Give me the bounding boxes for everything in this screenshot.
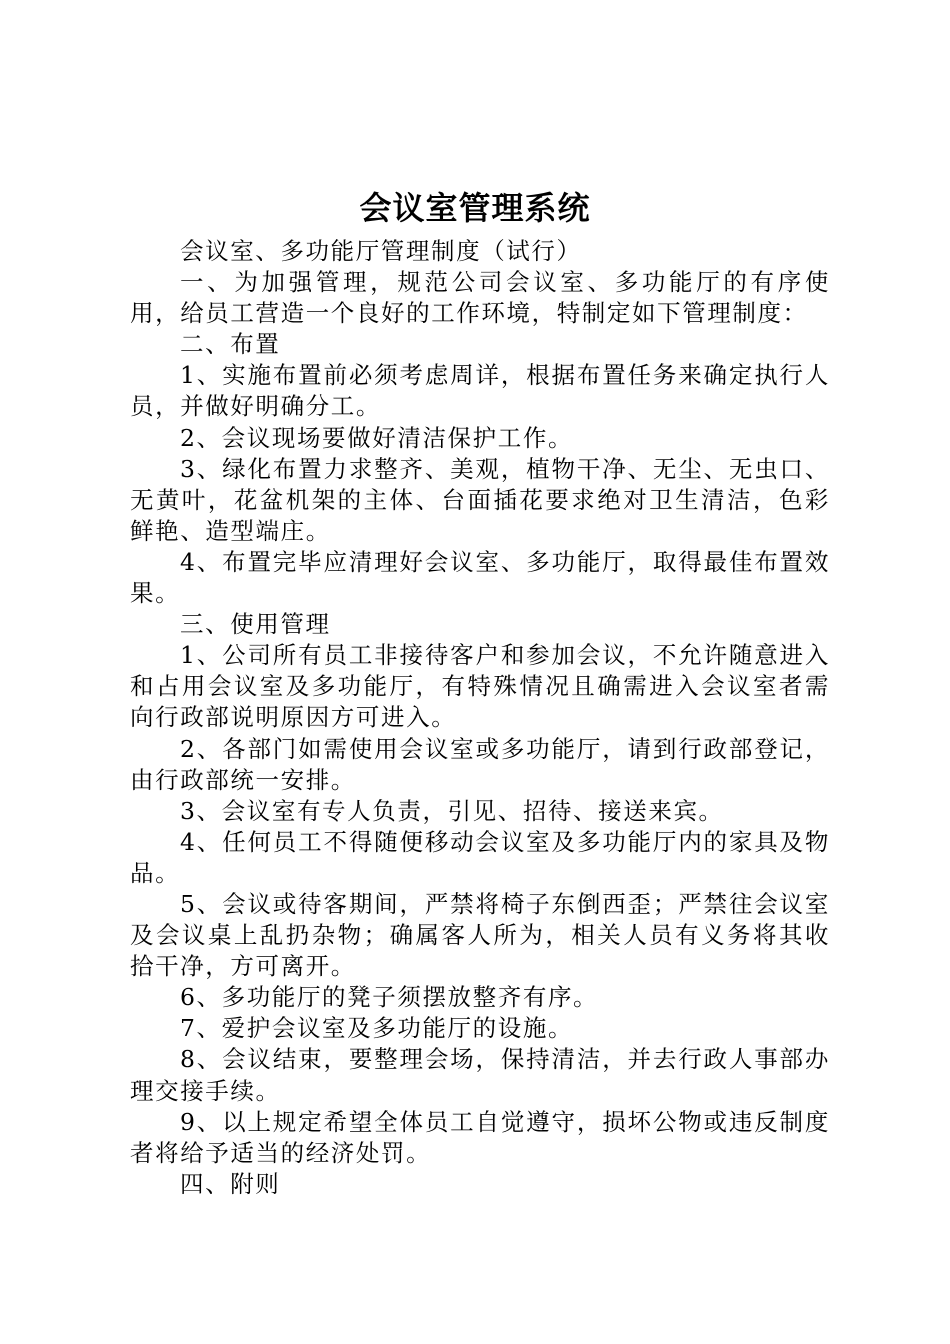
paragraph-usage-item-4: 4、任何员工不得随便移动会议室及多功能厅内的家具及物品。 <box>130 827 830 887</box>
paragraph-section-3-heading: 三、使用管理 <box>180 610 331 639</box>
paragraph-layout-item-3: 3、绿化布置力求整齐、美观，植物干净、无尘、无虫口、无黄叶，花盆机架的主体、台面插花要求绝对卫生清洁，色彩鲜艳、造型端庄。 <box>130 454 830 545</box>
paragraph-layout-item-2: 2、会议现场要做好清洁保护工作。 <box>180 423 574 452</box>
paragraph-usage-item-6: 6、多功能厅的凳子须摆放整齐有序。 <box>180 983 599 1012</box>
paragraph-usage-item-2: 2、各部门如需使用会议室或多功能厅，请到行政部登记，由行政部统一安排。 <box>130 734 830 794</box>
paragraph-usage-item-1: 1、公司所有员工非接待客户和参加会议，不允许随意进入和占用会议室及多功能厅，有特殊情况且确需进入会议室者需向行政部说明原因方可进入。 <box>130 641 830 732</box>
paragraph-subtitle: 会议室、多功能厅管理制度（试行） <box>180 237 582 265</box>
paragraph-section-1: 一、为加强管理，规范公司会议室、多功能厅的有序使用，给员工营造一个良好的工作环境，特制定如下管理制度： <box>130 268 830 328</box>
paragraph-section-2-heading: 二、布置 <box>180 330 281 359</box>
paragraph-usage-item-7: 7、爱护会议室及多功能厅的设施。 <box>180 1014 574 1043</box>
paragraph-section-4-heading: 四、附则 <box>180 1169 281 1198</box>
paragraph-layout-item-4: 4、布置完毕应清理好会议室、多功能厅，取得最佳布置效果。 <box>130 547 830 608</box>
document-title: 会议室管理系统 <box>359 189 591 227</box>
paragraph-usage-item-5: 5、会议或待客期间，严禁将椅子东倒西歪；严禁往会议室及会议桌上乱扔杂物；确属客人所为，相关人员有义务将其收拾干净，方可离开。 <box>130 889 830 981</box>
document-body <box>130 236 830 1200</box>
paragraph-usage-item-3: 3、会议室有专人负责，引见、招待、接送来宾。 <box>180 796 724 825</box>
paragraph-usage-item-9: 9、以上规定希望全体员工自觉遵守，损坏公物或违反制度者将给予适当的经济处罚。 <box>130 1107 830 1167</box>
paragraph-usage-item-8: 8、会议结束，要整理会场，保持清洁，并去行政人事部办理交接手续。 <box>130 1045 830 1105</box>
paragraph-layout-item-1: 1、实施布置前必须考虑周详，根据布置任务来确定执行人员，并做好明确分工。 <box>130 361 830 421</box>
